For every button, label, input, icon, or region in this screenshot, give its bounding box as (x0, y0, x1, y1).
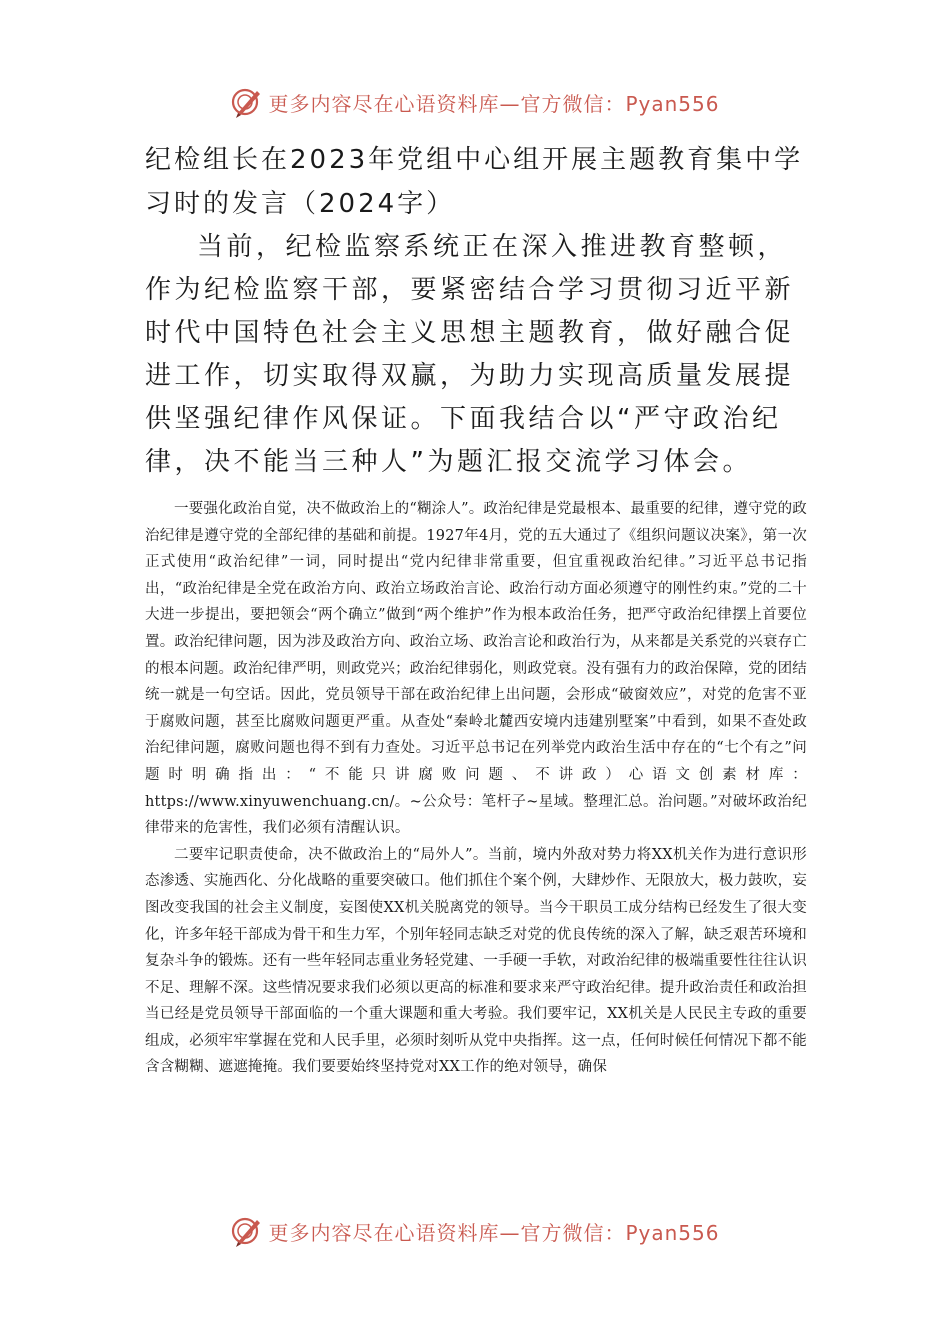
pen-logo-icon (230, 1214, 264, 1248)
banner-text: 更多内容尽在心语资料库—官方微信：Pyan556 (268, 1220, 720, 1245)
body-paragraph-2: 二要牢记职责使命，决不做政治上的“局外人”。当前，境内外敌对势力将XX机关作为进行意识形态渗透、实施西化、分化战略的重要突破口。他们抓住个案个例，大肆炒作、无限放大，极力鼓吹，妄图改变我国的社会主义制度，妄图使XX机关脱离党的领导。当今干职员工成分结构已经发生了很大变化，许多年轻干部成为骨干和生力军，个别年轻同志缺乏对党的优良传统的深入了解，缺乏艰苦环境和复杂斗争的锻炼。还有一些年轻同志重业务轻党建、一手硬一手软，对政治纪律的极端重要性往往认识不足、理解不深。这些情况要求我们必须以更高的标准和要求来严守政治纪律。提升政治责任和政治担当已经是党员领导干部面临的一个重大课题和重大考验。我们要牢记，XX机关是人民民主专政的重要组成，必须牢牢掌握在党和人民手里，必须时刻听从党中央指挥。这一点，任何时候任何情况下都不能含含糊糊、遮遮掩掩。我们要要始终坚持党对XX工作的绝对领导，确保 (145, 846, 807, 1076)
pen-logo-icon (230, 85, 264, 119)
document-body (145, 138, 807, 1081)
document-title: 纪检组长在2023年党组中心组开展主题教育集中学习时的发言（2024字） (145, 145, 804, 219)
lead-paragraph: 当前，纪检监察系统正在深入推进教育整顿，作为纪检监察干部，要紧密结合学习贯彻习近平新时代中国特色社会主义思想主题教育，做好融合促进工作，切实取得双赢，为助力实现高质量发展提供坚强纪律作风保证。下面我结合以“严守政治纪律，决不能当三种人”为题汇报交流学习体会。 (145, 232, 795, 477)
footer-banner (0, 1211, 950, 1251)
body-paragraph-1: 一要强化政治自觉，决不做政治上的“糊涂人”。政治纪律是党最根本、最重要的纪律，遵守党的政治纪律是遵守党的全部纪律的基础和前提。1927年4月，党的五大通过了《组织问题议决案》，第一次正式使用“政治纪律”一词，同时提出“党内纪律非常重要，但宜重视政治纪律。”习近平总书记指出，“政治纪律是全党在政治方向、政治立场政治言论、政治行动方面必须遵守的刚性约束。”党的二十大进一步提出，要把领会“两个确立”做到“两个维护”作为根本政治任务，把严守政治纪律摆上首要位置。政治纪律问题，因为涉及政治方向、政治立场、政治言论和政治行为，从来都是关系党的兴衰存亡的根本问题。政治纪律严明，则政党兴；政治纪律弱化，则政党衰。没有强有力的政治保障，党的团结统一就是一句空话。因此，党员领导干部在政治纪律上出问题，会形成“破窗效应”，对党的危害不亚于腐败问题，甚至比腐败问题更严重。从查处“秦岭北麓西安境内违建别墅案”中看到，如果不查处政治纪律问题，腐败问题也得不到有力查处。习近平总书记在列举党内政治生活中存在的“七个有之”问题时明确指出：“不能只讲腐败问题、不讲政）心语文创素材库：https://www.xinyuwenchuang.cn/。~公众号：笔杆子~星域。整理汇总。治问题。”对破坏政治纪律带来的危害性，我们必须有清醒认识。 (145, 501, 807, 837)
header-banner (0, 82, 950, 122)
banner-text: 更多内容尽在心语资料库—官方微信：Pyan556 (268, 91, 720, 116)
